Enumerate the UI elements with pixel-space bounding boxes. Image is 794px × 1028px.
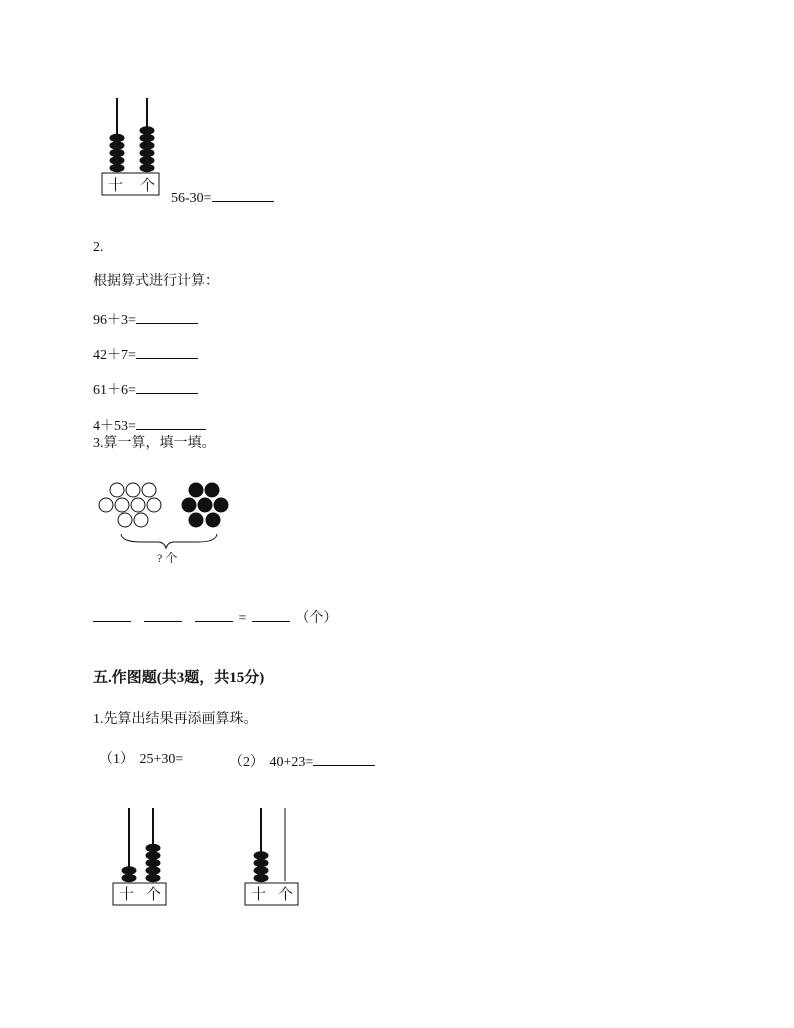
answer-blank[interactable]	[136, 345, 198, 359]
part-1-label: （1）	[99, 752, 134, 767]
part-2	[229, 752, 375, 771]
abacus-bead	[254, 874, 269, 882]
white-circle	[115, 498, 129, 512]
answer-blank-4[interactable]	[252, 608, 290, 622]
abacus-1-tens-label: 十	[119, 887, 135, 903]
q2-item-expr: 42＋7=	[93, 348, 136, 363]
abacus-bead	[146, 859, 161, 867]
unit-label: （个）	[295, 611, 338, 626]
equation-text: 56-30=	[171, 191, 212, 206]
abacus-bead	[146, 866, 161, 874]
abacus-bead	[146, 851, 161, 859]
white-circle	[131, 498, 145, 512]
white-circle	[134, 513, 148, 527]
answer-blank[interactable]	[136, 310, 198, 324]
black-circle	[189, 483, 203, 497]
part-1-expr: 25+30=	[139, 752, 184, 767]
answer-blank-3[interactable]	[195, 608, 233, 622]
part-2-expr: 40+23=	[269, 755, 314, 770]
white-circle	[142, 483, 156, 497]
question-2-instruction: 根据算式进行计算：	[93, 274, 219, 289]
white-circle	[99, 498, 113, 512]
abacus-top-tens-label: 十	[108, 178, 124, 194]
abacus-bead	[140, 141, 155, 149]
part-1	[99, 752, 183, 768]
abacus-bead	[146, 874, 161, 882]
abacus-bead	[140, 156, 155, 164]
abacus-bead	[110, 134, 125, 142]
abacus-top-ones-label: 个	[140, 178, 156, 194]
answer-blank[interactable]	[212, 188, 274, 202]
section-5-q1-title: 1.先算出结果再添画算珠。	[93, 712, 258, 727]
part-2-label: （2）	[229, 755, 264, 770]
white-circle	[147, 498, 161, 512]
section-5-heading: 五.作图题(共3题，共15分)	[93, 670, 265, 686]
abacus-bead	[110, 156, 125, 164]
abacus-bead	[140, 149, 155, 157]
q2-item-expr: 96＋3=	[93, 313, 136, 328]
abacus-bead	[146, 844, 161, 852]
abacus-bead	[254, 859, 269, 867]
abacus-bead	[110, 141, 125, 149]
answer-blank-2[interactable]	[144, 608, 182, 622]
q2-item-2	[93, 345, 198, 364]
abacus-2-tens-label: 十	[251, 887, 267, 903]
q2-item-expr: 61＋6=	[93, 383, 136, 398]
circles-figure	[96, 480, 246, 550]
abacus-bead	[110, 164, 125, 172]
brace-label: ? 个	[157, 551, 178, 565]
q2-item-4	[93, 416, 206, 435]
abacus-bead	[140, 126, 155, 134]
black-circle	[205, 483, 219, 497]
abacus-bead	[110, 149, 125, 157]
abacus-bead	[254, 866, 269, 874]
question-2-number: 2.	[93, 240, 104, 255]
answer-blank[interactable]	[313, 752, 375, 766]
abacus-bead	[122, 874, 137, 882]
abacus-bead	[140, 164, 155, 172]
question-3-title: 3.算一算，填一填。	[93, 436, 216, 451]
white-circle	[126, 483, 140, 497]
white-circle	[118, 513, 132, 527]
q2-item-expr: 4＋53=	[93, 419, 136, 434]
black-circle	[189, 513, 203, 527]
abacus-bead	[140, 134, 155, 142]
answer-blank[interactable]	[136, 380, 198, 394]
abacus-1-ones-label: 个	[146, 887, 162, 903]
answer-blank-1[interactable]	[93, 608, 131, 622]
equals-sign: =	[238, 611, 247, 626]
fill-in-row	[93, 608, 337, 627]
white-circle	[110, 483, 124, 497]
abacus-2-ones-label: 个	[278, 887, 294, 903]
brace	[121, 534, 217, 548]
black-circle	[198, 498, 212, 512]
black-circle	[206, 513, 220, 527]
answer-blank[interactable]	[136, 416, 206, 430]
black-circle	[182, 498, 196, 512]
q2-item-3	[93, 380, 198, 399]
abacus-bead	[122, 866, 137, 874]
black-circle	[214, 498, 228, 512]
q2-item-1	[93, 310, 198, 329]
equation-56-30	[171, 188, 274, 207]
abacus-bead	[254, 851, 269, 859]
